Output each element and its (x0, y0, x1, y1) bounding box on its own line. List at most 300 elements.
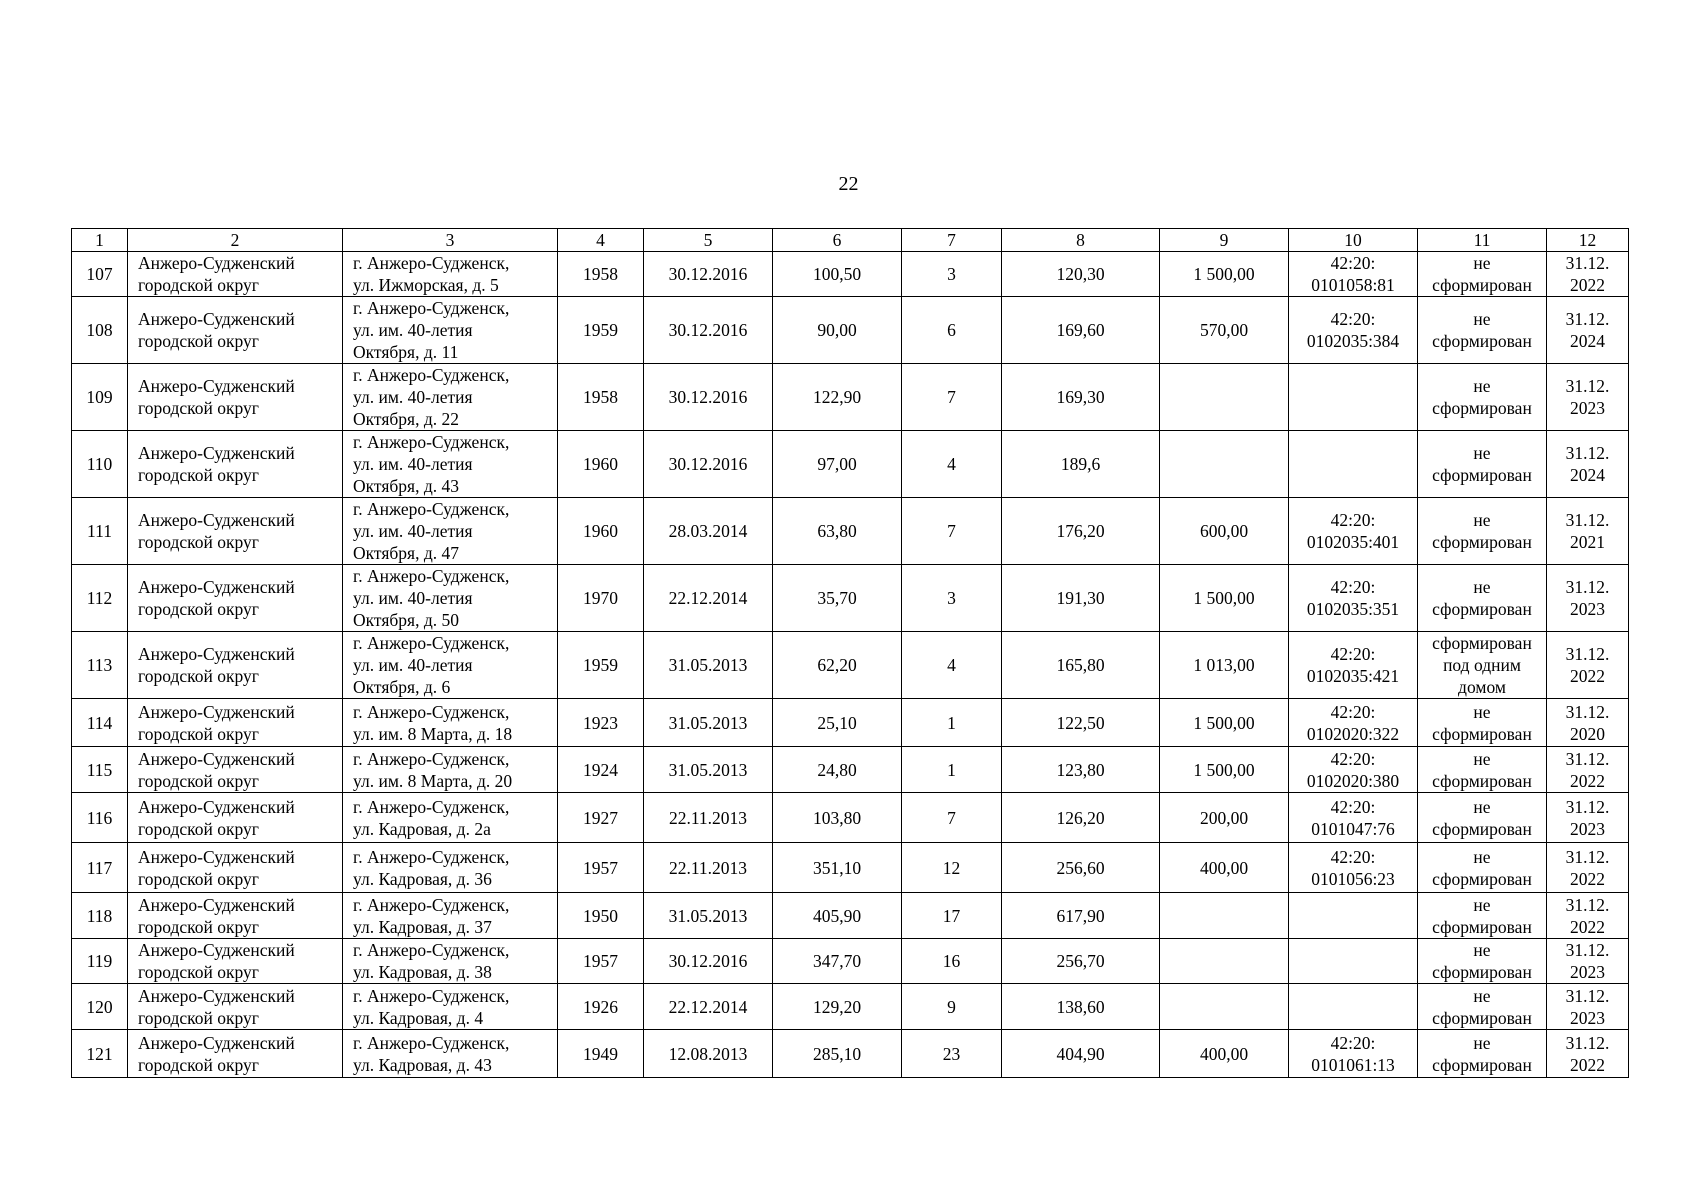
cadastral-number-cell (1289, 632, 1418, 699)
land-status-line: не (1473, 894, 1491, 915)
construction-year-cell: 1959 (558, 632, 644, 699)
address-cell (343, 1030, 558, 1078)
cadastral-number-line: 42:20: (1330, 1032, 1376, 1053)
deadline-cell (1547, 498, 1629, 565)
land-status-cell (1418, 431, 1547, 498)
column-header: 7 (902, 229, 1002, 252)
construction-year-cell: 1924 (558, 747, 644, 793)
deadline-line: 2024 (1570, 331, 1605, 351)
municipality-line: городской округ (138, 398, 259, 418)
land-plot-area-cell: 1 500,00 (1160, 252, 1289, 297)
deadline-cell (1547, 632, 1629, 699)
address-line: ул. Кадровая, д. 43 (353, 1054, 492, 1075)
land-status-line: не (1473, 846, 1491, 867)
land-area-cell: 122,50 (1002, 699, 1160, 747)
address-line: г. Анжеро-Судженск, (353, 748, 510, 769)
deadline-line: 31.12. (1565, 253, 1610, 273)
address-line: ул. Кадровая, д. 2а (353, 818, 491, 839)
address-line: г. Анжеро-Судженск, (353, 985, 510, 1006)
cadastral-number-cell (1289, 297, 1418, 364)
land-status-line: сформирован (1432, 818, 1532, 839)
residents-count-cell: 7 (902, 498, 1002, 565)
municipality-line: Анжеро-Судженский (138, 985, 295, 1006)
inspection-date-cell: 31.05.2013 (644, 632, 773, 699)
residents-count-cell: 7 (902, 364, 1002, 431)
municipality-line: городской округ (138, 916, 259, 937)
deadline-line: 31.12. (1565, 940, 1610, 960)
address-line: г. Анжеро-Судженск, (353, 298, 510, 318)
living-area-cell: 347,70 (773, 939, 902, 984)
row-number-cell: 117 (72, 843, 128, 893)
row-number-cell: 120 (72, 984, 128, 1030)
land-status-line: под одним (1443, 655, 1521, 675)
address-line: г. Анжеро-Судженск, (353, 253, 510, 273)
table-row (72, 364, 1629, 431)
address-line: г. Анжеро-Судженск, (353, 633, 510, 653)
land-status-cell (1418, 297, 1547, 364)
municipality-cell (128, 565, 343, 632)
address-line: ул. им. 8 Марта, д. 18 (353, 723, 513, 744)
land-area-cell: 165,80 (1002, 632, 1160, 699)
residents-count-cell: 6 (902, 297, 1002, 364)
land-status-cell (1418, 252, 1547, 297)
address-cell (343, 793, 558, 843)
municipality-line: городской округ (138, 599, 259, 619)
table-row (72, 498, 1629, 565)
cadastral-number-cell (1289, 747, 1418, 793)
municipality-line: городской округ (138, 868, 259, 889)
page-number: 22 (838, 173, 859, 195)
municipality-line: городской округ (138, 666, 259, 686)
cadastral-number-cell (1289, 984, 1418, 1030)
municipality-line: Анжеро-Судженский (138, 748, 295, 769)
land-status-cell (1418, 793, 1547, 843)
residents-count-cell: 9 (902, 984, 1002, 1030)
deadline-line: 2021 (1570, 532, 1605, 552)
row-number-cell: 113 (72, 632, 128, 699)
address-cell (343, 984, 558, 1030)
table-row (72, 893, 1629, 939)
land-area-cell: 617,90 (1002, 893, 1160, 939)
address-cell (343, 297, 558, 364)
municipality-line: городской округ (138, 770, 259, 791)
land-status-cell (1418, 1030, 1547, 1078)
municipality-line: Анжеро-Судженский (138, 940, 295, 960)
construction-year-cell: 1960 (558, 498, 644, 565)
address-line: ул. им. 40-летия (353, 521, 473, 541)
construction-year-cell: 1958 (558, 364, 644, 431)
deadline-line: 2023 (1570, 1007, 1605, 1028)
deadline-line: 2022 (1570, 868, 1605, 889)
land-status-line: не (1473, 748, 1491, 769)
cadastral-number-cell (1289, 431, 1418, 498)
municipality-line: Анжеро-Судженский (138, 510, 295, 530)
land-plot-area-cell: 570,00 (1160, 297, 1289, 364)
deadline-cell (1547, 1030, 1629, 1078)
municipality-line: городской округ (138, 1007, 259, 1028)
cadastral-number-line: 42:20: (1330, 510, 1376, 530)
deadline-cell (1547, 747, 1629, 793)
land-plot-area-cell (1160, 939, 1289, 984)
land-area-cell: 126,20 (1002, 793, 1160, 843)
deadline-cell (1547, 565, 1629, 632)
land-status-line: сформирован (1432, 962, 1532, 982)
address-line: ул. им. 40-летия (353, 320, 473, 340)
residents-count-cell: 4 (902, 632, 1002, 699)
cadastral-number-line: 42:20: (1330, 701, 1376, 722)
land-status-line: не (1473, 701, 1491, 722)
land-status-cell (1418, 699, 1547, 747)
cadastral-number-line: 42:20: (1330, 577, 1376, 597)
address-cell (343, 699, 558, 747)
land-plot-area-cell: 1 013,00 (1160, 632, 1289, 699)
address-line: ул. им. 40-летия (353, 387, 473, 407)
land-plot-area-cell: 200,00 (1160, 793, 1289, 843)
residents-count-cell: 17 (902, 893, 1002, 939)
municipality-line: Анжеро-Судженский (138, 644, 295, 664)
living-area-cell: 103,80 (773, 793, 902, 843)
row-number-cell: 109 (72, 364, 128, 431)
land-status-cell (1418, 632, 1547, 699)
registry-body (72, 252, 1629, 1078)
inspection-date-cell: 22.11.2013 (644, 843, 773, 893)
land-plot-area-cell (1160, 984, 1289, 1030)
municipality-line: городской округ (138, 723, 259, 744)
cadastral-number-line: 42:20: (1330, 309, 1376, 329)
land-status-line: не (1473, 309, 1491, 329)
land-status-line: сформирован (1432, 275, 1532, 295)
municipality-line: Анжеро-Судженский (138, 577, 295, 597)
land-plot-area-cell (1160, 431, 1289, 498)
table-row (72, 939, 1629, 984)
address-cell (343, 252, 558, 297)
deadline-cell (1547, 431, 1629, 498)
land-status-line: сформирован (1432, 868, 1532, 889)
table-row (72, 252, 1629, 297)
address-line: ул. им. 40-летия (353, 588, 473, 608)
deadline-cell (1547, 364, 1629, 431)
living-area-cell: 35,70 (773, 565, 902, 632)
deadline-line: 31.12. (1565, 309, 1610, 329)
land-status-line: не (1473, 940, 1491, 960)
land-status-line: сформирован (1432, 916, 1532, 937)
deadline-line: 2022 (1570, 666, 1605, 686)
address-line: г. Анжеро-Судженск, (353, 499, 510, 519)
land-plot-area-cell: 1 500,00 (1160, 747, 1289, 793)
deadline-line: 2023 (1570, 818, 1605, 839)
deadline-line: 2022 (1570, 1054, 1605, 1075)
address-line: ул. Кадровая, д. 36 (353, 868, 492, 889)
living-area-cell: 405,90 (773, 893, 902, 939)
land-area-cell: 120,30 (1002, 252, 1160, 297)
municipality-line: городской округ (138, 275, 259, 295)
living-area-cell: 129,20 (773, 984, 902, 1030)
construction-year-cell: 1958 (558, 252, 644, 297)
address-line: г. Анжеро-Судженск, (353, 701, 510, 722)
living-area-cell: 62,20 (773, 632, 902, 699)
land-status-cell (1418, 893, 1547, 939)
residents-count-cell: 1 (902, 699, 1002, 747)
deadline-line: 2023 (1570, 962, 1605, 982)
address-cell (343, 747, 558, 793)
municipality-line: городской округ (138, 532, 259, 552)
cadastral-number-line: 0102020:380 (1306, 770, 1400, 791)
deadline-cell (1547, 939, 1629, 984)
cadastral-number-line: 0102020:322 (1306, 723, 1400, 744)
residents-count-cell: 1 (902, 747, 1002, 793)
cadastral-number-line: 42:20: (1330, 253, 1376, 273)
living-area-cell: 63,80 (773, 498, 902, 565)
deadline-cell (1547, 699, 1629, 747)
cadastral-number-line: 0102035:351 (1306, 599, 1400, 619)
living-area-cell: 100,50 (773, 252, 902, 297)
column-header: 9 (1160, 229, 1289, 252)
inspection-date-cell: 31.05.2013 (644, 893, 773, 939)
living-area-cell: 90,00 (773, 297, 902, 364)
land-plot-area-cell: 400,00 (1160, 1030, 1289, 1078)
cadastral-number-line: 0102035:421 (1306, 666, 1400, 686)
cadastral-number-cell (1289, 498, 1418, 565)
municipality-line: Анжеро-Судженский (138, 796, 295, 817)
row-number-cell: 115 (72, 747, 128, 793)
residents-count-cell: 23 (902, 1030, 1002, 1078)
municipality-line: городской округ (138, 331, 259, 351)
land-area-cell: 169,60 (1002, 297, 1160, 364)
address-line: ул. Кадровая, д. 38 (353, 962, 492, 982)
living-area-cell: 285,10 (773, 1030, 902, 1078)
construction-year-cell: 1957 (558, 939, 644, 984)
inspection-date-cell: 30.12.2016 (644, 297, 773, 364)
land-area-cell: 404,90 (1002, 1030, 1160, 1078)
cadastral-number-line: 0101061:13 (1311, 1054, 1395, 1075)
construction-year-cell: 1959 (558, 297, 644, 364)
construction-year-cell: 1949 (558, 1030, 644, 1078)
row-number-cell: 116 (72, 793, 128, 843)
table-row (72, 297, 1629, 364)
column-header: 8 (1002, 229, 1160, 252)
address-line: ул. Кадровая, д. 4 (353, 1007, 484, 1028)
municipality-cell (128, 252, 343, 297)
land-status-line: сформирован (1432, 633, 1532, 653)
land-status-line: сформирован (1432, 1054, 1532, 1075)
table-row (72, 431, 1629, 498)
cadastral-number-cell (1289, 843, 1418, 893)
deadline-line: 31.12. (1565, 701, 1610, 722)
inspection-date-cell: 22.11.2013 (644, 793, 773, 843)
land-area-cell: 123,80 (1002, 747, 1160, 793)
residents-count-cell: 3 (902, 565, 1002, 632)
address-cell (343, 565, 558, 632)
address-cell (343, 364, 558, 431)
inspection-date-cell: 22.12.2014 (644, 984, 773, 1030)
cadastral-number-line: 42:20: (1330, 796, 1376, 817)
land-status-cell (1418, 939, 1547, 984)
land-plot-area-cell: 400,00 (1160, 843, 1289, 893)
land-status-cell (1418, 498, 1547, 565)
construction-year-cell: 1957 (558, 843, 644, 893)
land-status-line: не (1473, 1032, 1491, 1053)
land-status-cell (1418, 984, 1547, 1030)
address-cell (343, 498, 558, 565)
address-line: ул. им. 8 Марта, д. 20 (353, 770, 513, 791)
living-area-cell: 122,90 (773, 364, 902, 431)
inspection-date-cell: 22.12.2014 (644, 565, 773, 632)
deadline-cell (1547, 984, 1629, 1030)
municipality-line: Анжеро-Судженский (138, 376, 295, 396)
municipality-line: Анжеро-Судженский (138, 309, 295, 329)
land-status-line: сформирован (1432, 465, 1532, 485)
municipality-cell (128, 1030, 343, 1078)
address-line: ул. им. 40-летия (353, 655, 473, 675)
address-line: ул. им. 40-летия (353, 454, 473, 474)
land-status-line: домом (1458, 677, 1506, 697)
column-header: 6 (773, 229, 902, 252)
table-row (72, 632, 1629, 699)
deadline-line: 31.12. (1565, 443, 1610, 463)
cadastral-number-cell (1289, 565, 1418, 632)
address-line: г. Анжеро-Судженск, (353, 432, 510, 452)
row-number-cell: 121 (72, 1030, 128, 1078)
land-area-cell: 191,30 (1002, 565, 1160, 632)
cadastral-number-line: 42:20: (1330, 644, 1376, 664)
land-status-line: не (1473, 510, 1491, 530)
land-plot-area-cell: 1 500,00 (1160, 565, 1289, 632)
land-plot-area-cell (1160, 364, 1289, 431)
land-area-cell: 189,6 (1002, 431, 1160, 498)
address-cell (343, 632, 558, 699)
row-number-cell: 112 (72, 565, 128, 632)
deadline-line: 31.12. (1565, 644, 1610, 664)
cadastral-number-line: 0102035:401 (1306, 532, 1400, 552)
table-row (72, 1030, 1629, 1078)
municipality-line: Анжеро-Судженский (138, 701, 295, 722)
inspection-date-cell: 31.05.2013 (644, 747, 773, 793)
table-row (72, 984, 1629, 1030)
municipality-cell (128, 893, 343, 939)
land-status-cell (1418, 843, 1547, 893)
address-line: г. Анжеро-Судженск, (353, 365, 510, 385)
address-line: Октября, д. 47 (353, 543, 459, 563)
column-header: 12 (1547, 229, 1629, 252)
land-plot-area-cell: 600,00 (1160, 498, 1289, 565)
construction-year-cell: 1923 (558, 699, 644, 747)
address-cell (343, 893, 558, 939)
residents-count-cell: 7 (902, 793, 1002, 843)
municipality-cell (128, 498, 343, 565)
municipality-line: городской округ (138, 962, 259, 982)
land-area-cell: 169,30 (1002, 364, 1160, 431)
cadastral-number-cell (1289, 1030, 1418, 1078)
inspection-date-cell: 12.08.2013 (644, 1030, 773, 1078)
table-row (72, 565, 1629, 632)
living-area-cell: 25,10 (773, 699, 902, 747)
municipality-line: Анжеро-Судженский (138, 253, 295, 273)
municipality-line: Анжеро-Судженский (138, 443, 295, 463)
deadline-line: 31.12. (1565, 894, 1610, 915)
address-line: Октября, д. 6 (353, 677, 451, 697)
residents-count-cell: 16 (902, 939, 1002, 984)
table-row (72, 843, 1629, 893)
column-header: 2 (128, 229, 343, 252)
municipality-cell (128, 364, 343, 431)
table-row (72, 699, 1629, 747)
deadline-line: 2022 (1570, 770, 1605, 791)
residents-count-cell: 4 (902, 431, 1002, 498)
land-area-cell: 138,60 (1002, 984, 1160, 1030)
land-status-cell (1418, 565, 1547, 632)
address-line: Октября, д. 22 (353, 409, 459, 429)
land-plot-area-cell (1160, 893, 1289, 939)
land-status-line: не (1473, 443, 1491, 463)
row-number-cell: 119 (72, 939, 128, 984)
deadline-line: 2023 (1570, 599, 1605, 619)
land-plot-area-cell: 1 500,00 (1160, 699, 1289, 747)
municipality-line: городской округ (138, 1054, 259, 1075)
address-line: ул. Ижморская, д. 5 (353, 275, 499, 295)
address-line: г. Анжеро-Судженск, (353, 796, 510, 817)
inspection-date-cell: 30.12.2016 (644, 431, 773, 498)
living-area-cell: 351,10 (773, 843, 902, 893)
column-number-row (72, 229, 1629, 252)
land-status-line: не (1473, 577, 1491, 597)
inspection-date-cell: 28.03.2014 (644, 498, 773, 565)
land-status-line: сформирован (1432, 599, 1532, 619)
row-number-cell: 114 (72, 699, 128, 747)
column-header: 10 (1289, 229, 1418, 252)
address-cell (343, 939, 558, 984)
deadline-cell (1547, 297, 1629, 364)
municipality-cell (128, 699, 343, 747)
construction-year-cell: 1927 (558, 793, 644, 843)
address-line: г. Анжеро-Судженск, (353, 1032, 510, 1053)
address-line: г. Анжеро-Судженск, (353, 566, 510, 586)
deadline-line: 2022 (1570, 275, 1605, 295)
residents-count-cell: 3 (902, 252, 1002, 297)
deadline-line: 31.12. (1565, 846, 1610, 867)
deadline-line: 31.12. (1565, 796, 1610, 817)
cadastral-number-cell (1289, 793, 1418, 843)
construction-year-cell: 1960 (558, 431, 644, 498)
deadline-line: 31.12. (1565, 985, 1610, 1006)
cadastral-number-line: 0101056:23 (1311, 868, 1395, 889)
cadastral-number-cell (1289, 699, 1418, 747)
land-area-cell: 256,70 (1002, 939, 1160, 984)
living-area-cell: 97,00 (773, 431, 902, 498)
living-area-cell: 24,80 (773, 747, 902, 793)
municipality-line: Анжеро-Судженский (138, 894, 295, 915)
land-status-line: сформирован (1432, 398, 1532, 418)
deadline-line: 2020 (1570, 723, 1605, 744)
address-line: Октября, д. 43 (353, 476, 459, 496)
land-area-cell: 176,20 (1002, 498, 1160, 565)
cadastral-number-line: 0101058:81 (1311, 275, 1395, 295)
municipality-cell (128, 632, 343, 699)
land-status-line: сформирован (1432, 770, 1532, 791)
municipality-cell (128, 984, 343, 1030)
cadastral-number-cell (1289, 364, 1418, 431)
land-area-cell: 256,60 (1002, 843, 1160, 893)
deadline-line: 2023 (1570, 398, 1605, 418)
row-number-cell: 118 (72, 893, 128, 939)
deadline-line: 2022 (1570, 916, 1605, 937)
deadline-line: 31.12. (1565, 577, 1610, 597)
municipality-cell (128, 939, 343, 984)
row-number-cell: 108 (72, 297, 128, 364)
land-status-line: сформирован (1432, 1007, 1532, 1028)
municipality-line: городской округ (138, 818, 259, 839)
address-line: г. Анжеро-Судженск, (353, 846, 510, 867)
row-number-cell: 111 (72, 498, 128, 565)
